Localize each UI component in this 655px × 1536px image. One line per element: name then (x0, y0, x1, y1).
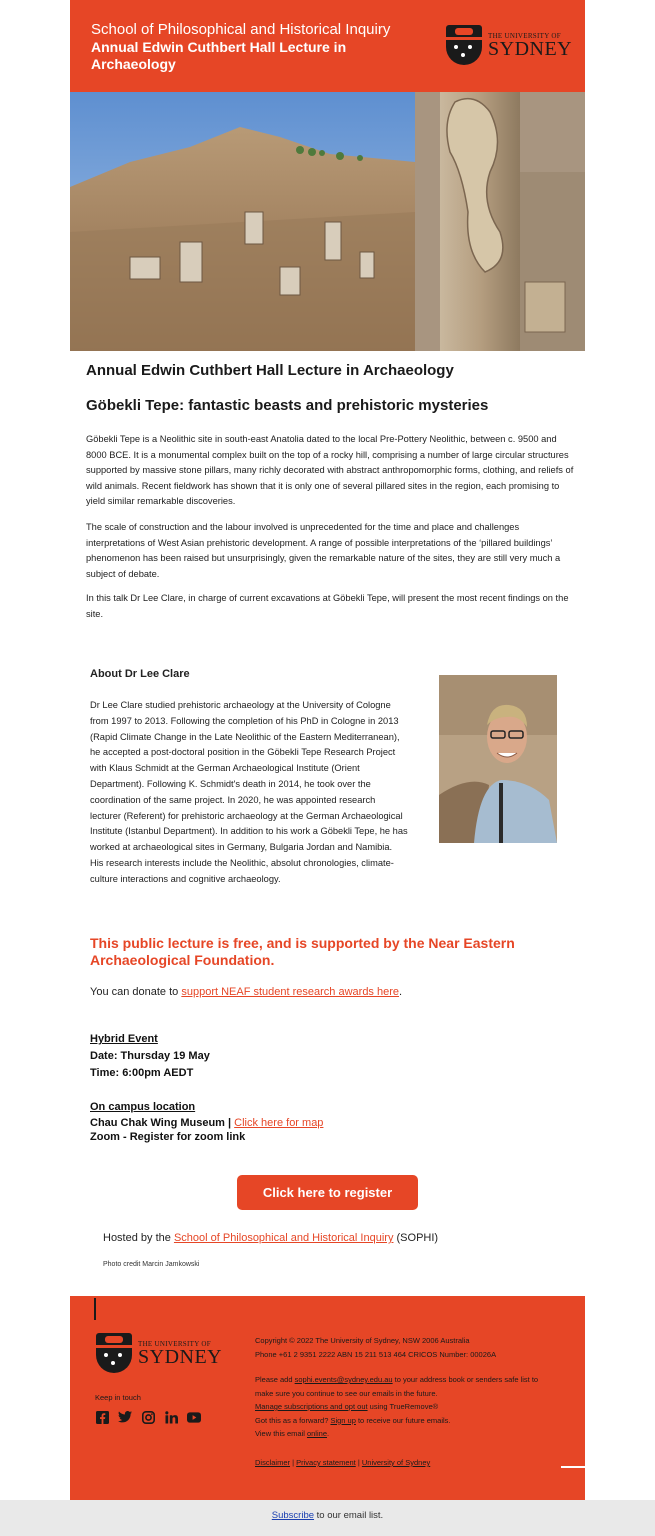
hosted-by: Hosted by the School of Philosophical and Historical Inquiry (SOPHI) (103, 1232, 439, 1244)
speaker-photo (439, 675, 557, 843)
about-heading: About Dr Lee Clare (90, 668, 190, 680)
footer-copyright: Copyright © 2022 The University of Sydney, NSW 2006 Australia Phone +61 2 9351 2222 ABN 15 211 513 464 CRICOS Number: 00026A (255, 1336, 497, 1359)
subscribe-link[interactable]: Subscribe (271, 1510, 315, 1521)
event-time: Time: 6:00pm AEDT (90, 1067, 194, 1079)
hero-image (70, 92, 585, 351)
logo-small-text: THE UNIVERSITY OF (488, 32, 561, 40)
keep-in-touch-label: Keep in touch (95, 1393, 141, 1402)
crest-icon (96, 1333, 132, 1373)
intro-paragraph-1: Göbekli Tepe is a Neolithic site in south-east Anatolia dated to the local Pre-Pottery Neolithic, between c. 9500 and 8000 BCE. It is a monumental complex built on the top of a rocky hill, comprising a number of large circular structures supported by massive stone pillars, many richly decorated with abstract anthropomorphic forms, clothing, and reliefs of wild animals. Recent fieldwork has shown that it is only one of several pillared sites in the region, each promising to yield similar remarkable discoveries. (86, 434, 574, 507)
footer-legal-links: Disclaimer | Privacy statement | University of Sydney (255, 1458, 431, 1467)
crest-icon (446, 25, 482, 65)
event-location: On campus location Chau Chak Wing Museum | Click here for map Zoom - Register for zoom link (90, 1101, 324, 1143)
disclaimer-link[interactable]: Disclaimer (255, 1458, 291, 1467)
donate-line: You can donate to support NEAF student research awards here. (90, 986, 403, 998)
footer-logo-small-text: THE UNIVERSITY OF (138, 1340, 211, 1348)
free-lecture-notice: This public lecture is free, and is supported by the Near Eastern Archaeological Foundation. (90, 935, 515, 968)
university-logo[interactable] (446, 25, 572, 65)
university-link[interactable]: University of Sydney (361, 1458, 431, 1467)
instagram-icon[interactable] (141, 1410, 155, 1424)
intro-paragraph-3: In this talk Dr Lee Clare, in charge of current excavations at Göbekli Tepe, will present the most recent findings on the site. (86, 593, 569, 619)
privacy-link[interactable]: Privacy statement (296, 1458, 356, 1467)
view-online-link[interactable]: online (306, 1429, 327, 1438)
linkedin-icon[interactable] (164, 1410, 178, 1424)
email-footer (70, 1296, 585, 1500)
footer-notice: Please add sophi.events@sydney.edu.au to your address book or senders safe list to make sure you continue to see our emails in the future. Manage subscriptions and opt out using TrueRemove® Got this as a forward? Sign up to receive our future emails. View this email online. (255, 1375, 539, 1438)
event-details (90, 1031, 210, 1082)
lecture-title: Annual Edwin Cuthbert Hall Lecture in Archaeology (86, 362, 454, 379)
sign-up-link[interactable]: Sign up (330, 1415, 356, 1425)
manage-subscriptions-link[interactable]: Manage subscriptions and opt out (255, 1402, 368, 1411)
intro-paragraph-2: The scale of construction and the labour involved is unprecedented for the time and place and challenges interpretations of West Asian prehistoric development. A range of possible interpretations of the ‘pillared buildings’ phenomenon has been raised but unsurprisingly, given the remarkable nature of the sites, they are still very much a subject of debate. (86, 522, 561, 579)
header-school-name: School of Philosophical and Historical Inquiry (91, 21, 391, 38)
footer-dash (561, 1466, 585, 1468)
footer-university-logo[interactable] (96, 1333, 222, 1373)
social-links (95, 1410, 201, 1424)
footer-divider (94, 1298, 96, 1320)
venue-name: Chau Chak Wing Museum (90, 1117, 225, 1129)
speaker-bio: Dr Lee Clare studied prehistoric archaeology at the University of Cologne from 1997 to 2013. Following the completion of his PhD in Cologne in 2013 (Rapid Climate Change in the Late Neolithic of the Eastern Mediterranean), he accepted a post-doctoral position in the Göbekli Tepe Research Project with Klaus Schmidt at the German Archaeological Institute (Orient Department). Following K. Schmidt's death in 2014, he took over the coordination of the same project. In 2020, he was appointed research lecturer (Referent) for prehistoric archaeology at the German Archaeological Institute (Istanbul Department). In addition to his work a Göbekli Tepe, he has worked at archaeological sites in Germany, Bulgaria Jordan and Namibia. His research interests include the Neolithic, absolut chronologies, climate-culture interactions and cognitive archaeology. (90, 700, 408, 884)
photo-credit: Photo credit Marcin Jamkowski (103, 1261, 200, 1268)
sophi-link[interactable]: School of Philosophical and Historical Inquiry (173, 1232, 394, 1244)
talk-subtitle: Göbekli Tepe: fantastic beasts and prehistoric mysteries (86, 397, 489, 414)
email-address-link[interactable]: sophi.events@sydney.edu.au (294, 1375, 393, 1384)
footer-logo-big-text: SYDNEY (138, 1346, 223, 1368)
zoom-info: Zoom - Register for zoom link (90, 1131, 246, 1143)
youtube-icon[interactable] (187, 1410, 201, 1424)
twitter-icon[interactable] (118, 1410, 132, 1424)
donate-link[interactable]: support NEAF student research awards here (181, 986, 400, 998)
logo-big-text: SYDNEY (488, 38, 573, 60)
email-header (70, 0, 585, 92)
event-date: Date: Thursday 19 May (90, 1050, 210, 1062)
register-button[interactable]: Click here to register (237, 1175, 418, 1210)
header-lecture-title: Annual Edwin Cuthbert Hall Lecture in Archaeology (91, 39, 347, 72)
subscribe-bar: Subscribe to our email list. (0, 1500, 655, 1536)
event-type: Hybrid Event (90, 1033, 158, 1045)
facebook-icon[interactable] (95, 1410, 109, 1424)
location-heading: On campus location (90, 1101, 196, 1113)
map-link[interactable]: Click here for map (234, 1117, 324, 1129)
